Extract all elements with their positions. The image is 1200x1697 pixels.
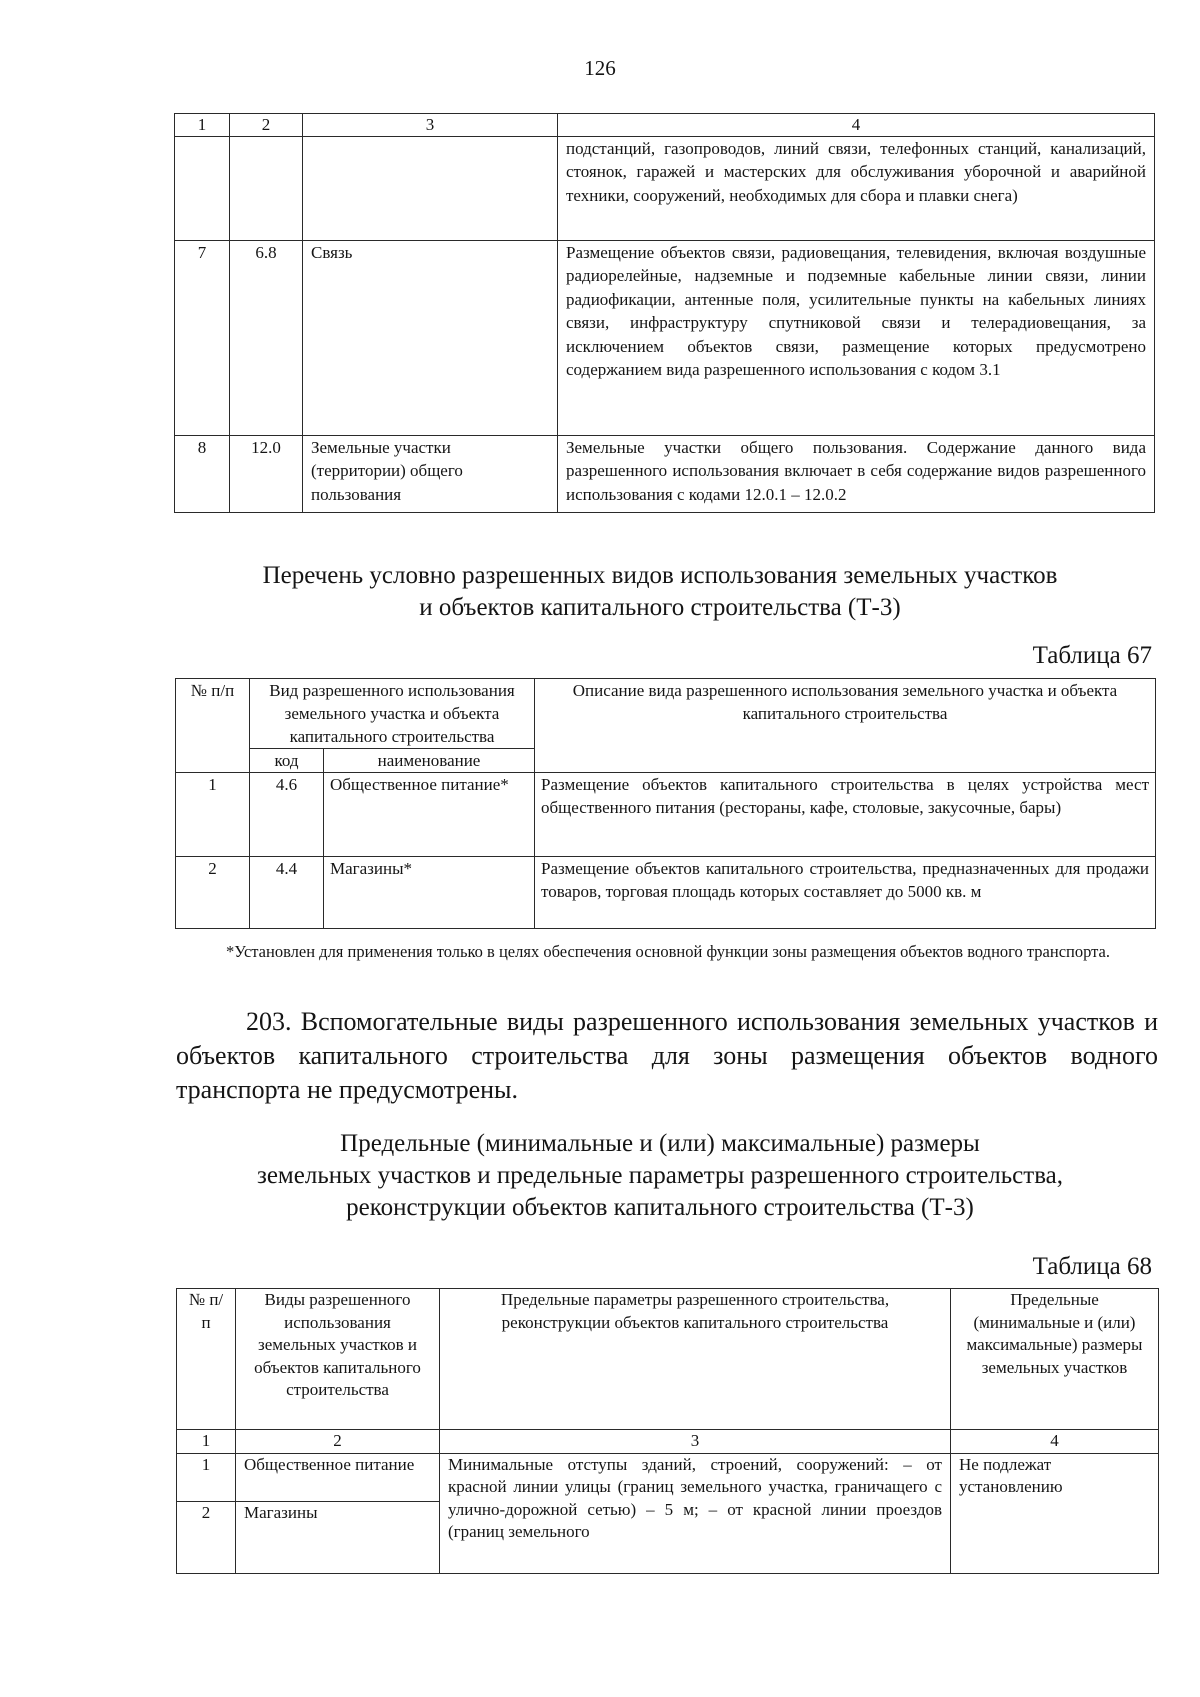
header-sizes: Предельные (минимальные и (или) максимальные) размеры земельных участков <box>951 1289 1159 1430</box>
sizes-cell: Не подлежат установлению <box>951 1453 1159 1573</box>
row-code <box>230 137 303 241</box>
row-description: Размещение объектов капитального строительства в целях устройства мест общественного питания (рестораны, кафе, столовые, закусочные, бары) <box>535 773 1156 857</box>
row-number <box>175 137 230 241</box>
header-cell: 4 <box>558 114 1155 137</box>
header-kinds: Виды разрешенного использования земельных участков и объектов капитального строительства <box>236 1289 440 1430</box>
row-number: 2 <box>177 1501 236 1573</box>
paragraph-203: 203. Вспомогательные виды разрешенного использования земельных участков и объектов капитального строительства для зоны размещения объектов водного транспорта не предусмотрены. <box>176 1007 1158 1104</box>
header-cell: 2 <box>230 114 303 137</box>
index-cell: 3 <box>440 1430 951 1454</box>
table-row <box>175 241 1155 436</box>
header-cell: 1 <box>175 114 230 137</box>
table-header-row <box>176 679 1156 749</box>
heading-line: и объектов капитального строительства (Т-3) <box>419 594 901 621</box>
row-number: 2 <box>176 857 250 929</box>
params-cell: Минимальные отступы зданий, строений, сооружений: – от красной линии улицы (границ земельного участка, граничащего с улично-дорожной сетью) – 5 м; – от красной линии проездов (границ земельного <box>440 1453 951 1573</box>
table-67-label: Таблица 67 <box>1032 642 1152 669</box>
table-header-row <box>175 114 1155 137</box>
row-name <box>303 137 558 241</box>
row-code: 4.6 <box>250 773 324 857</box>
header-description: Описание вида разрешенного использования земельного участка и объекта капитального строительства <box>535 679 1156 773</box>
table-row <box>175 436 1155 513</box>
header-number: № п/п <box>176 679 250 773</box>
table-header-row <box>177 1289 1159 1430</box>
row-number: 1 <box>177 1453 236 1501</box>
row-number: 7 <box>175 241 230 436</box>
table-row <box>176 773 1156 857</box>
header-cell: 3 <box>303 114 558 137</box>
header-params: Предельные параметры разрешенного строительства, реконструкции объектов капитального строительства <box>440 1289 951 1430</box>
heading-line: земельных участков и предельные параметры разрешенного строительства, <box>256 1162 1064 1189</box>
row-description: подстанций, газопроводов, линий связи, телефонных станций, канализаций, стоянок, гаражей и мастерских для обслуживания уборочной и аварийной техники, сооружений, необходимых для сбора и плавки снега) <box>558 137 1155 241</box>
row-number: 1 <box>176 773 250 857</box>
row-name: Магазины* <box>324 857 535 929</box>
row-description: Земельные участки общего пользования. Содержание данного вида разрешенного использования включает в себя содержание видов разрешенного использования с кодами 12.0.1 – 12.0.2 <box>558 436 1155 513</box>
heading-line: Предельные (минимальные и (или) максимальные) размеры <box>340 1130 980 1157</box>
row-code: 6.8 <box>230 241 303 436</box>
index-cell: 1 <box>177 1430 236 1454</box>
table-index-row <box>177 1430 1159 1454</box>
heading-line: Перечень условно разрешенных видов использования земельных участков <box>262 562 1058 589</box>
row-code: 12.0 <box>230 436 303 513</box>
row-description: Размещение объектов связи, радиовещания, телевидения, включая воздушные радиорелейные, надземные и подземные кабельные линии связи, линии радиофикации, антенные поля, усилительные пункты на кабельных линиях связи, инфраструктуру спутниковой связи и телерадиовещания, за исключением объектов связи, размещение которых предусмотрено содержанием вида разрешенного использования с кодом 3.1 <box>558 241 1155 436</box>
header-code: код <box>250 749 324 773</box>
row-description: Размещение объектов капитального строительства, предназначенных для продажи товаров, торговая площадь которых составляет до 5000 кв. м <box>535 857 1156 929</box>
header-number: № п/п <box>177 1289 236 1430</box>
header-name: наименование <box>324 749 535 773</box>
row-name: Общественное питание* <box>324 773 535 857</box>
conditional-uses-table <box>175 678 1156 929</box>
header-kind: Вид разрешенного использования земельного участка и объекта капитального строительства <box>250 679 535 749</box>
conditional-uses-heading <box>160 560 1160 624</box>
row-name: Связь <box>303 241 558 436</box>
table-row <box>177 1453 1159 1501</box>
row-name: Магазины <box>236 1501 440 1573</box>
row-name: Земельные участки (территории) общего пользования <box>303 436 558 513</box>
index-cell: 2 <box>236 1430 440 1454</box>
continued-permitted-uses-table <box>174 113 1155 513</box>
table-row <box>175 137 1155 241</box>
limits-table <box>176 1288 1159 1574</box>
row-name: Общественное питание <box>236 1453 440 1501</box>
page-number: 126 <box>584 56 616 80</box>
limits-heading <box>160 1128 1160 1224</box>
row-code: 4.4 <box>250 857 324 929</box>
heading-line: реконструкции объектов капитального строительства (Т-3) <box>346 1194 974 1221</box>
index-cell: 4 <box>951 1430 1159 1454</box>
table-row <box>176 857 1156 929</box>
footnote: *Установлен для применения только в целях обеспечения основной функции зоны размещения объектов водного транспорта. <box>226 942 1110 961</box>
row-number: 8 <box>175 436 230 513</box>
table-68-label: Таблица 68 <box>1032 1253 1152 1280</box>
